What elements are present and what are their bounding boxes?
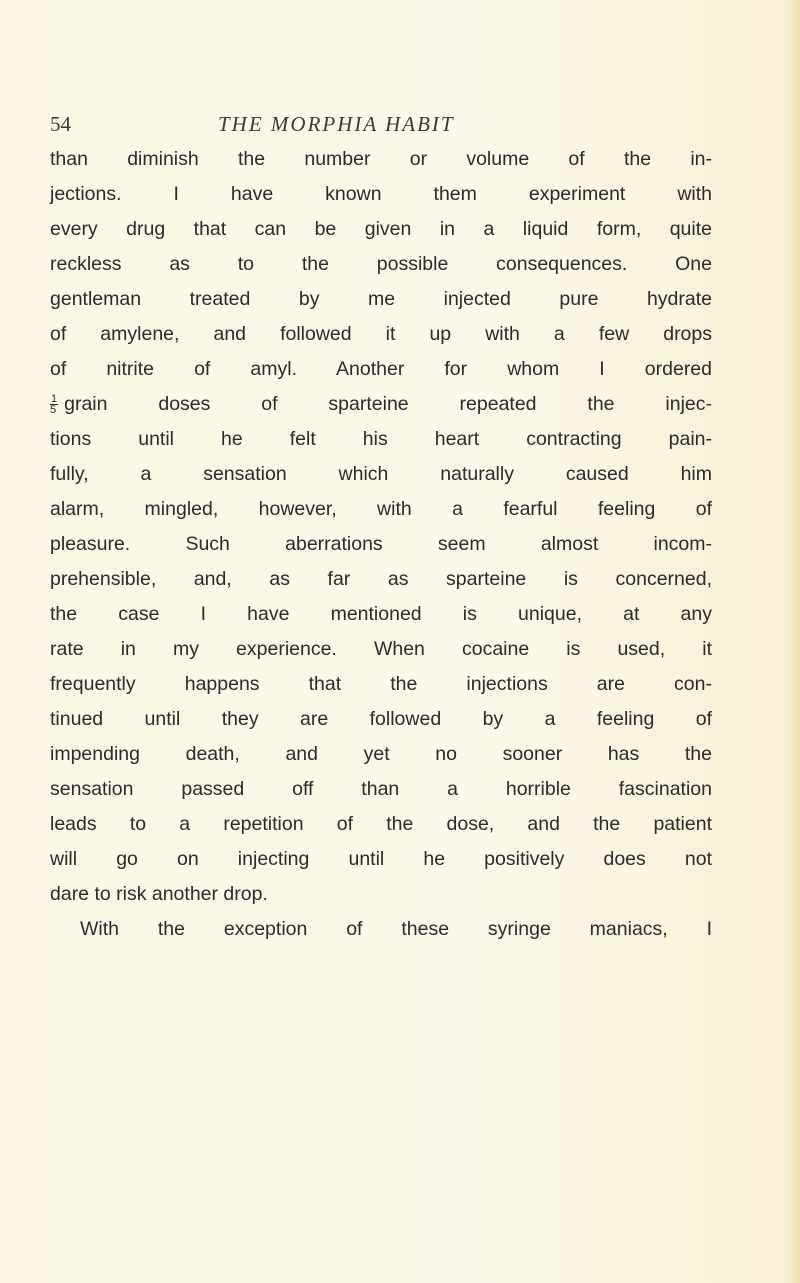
running-head: THE MORPHIA HABIT: [218, 112, 455, 136]
text-line-with-fraction: [50, 387, 712, 422]
text-line: will go on injecting until he positively does not: [50, 848, 712, 870]
text-line: alarm, mingled, however, with a fearful feeling of: [50, 498, 712, 520]
text-line: gentleman treated by me injected pure hydrate: [50, 288, 712, 310]
text-line: of nitrite of amyl. Another for whom I ordered: [50, 358, 712, 380]
text-line: of amylene, and followed it up with a few drops: [50, 323, 712, 345]
page-number: 54: [50, 112, 71, 136]
text-line: rate in my experience. When cocaine is used, it: [50, 638, 712, 660]
text-line: tions until he felt his heart contracting pain-: [50, 428, 712, 450]
page-header: [0, 112, 800, 142]
text-line: every drug that can be given in a liquid form, quite: [50, 218, 712, 240]
page-edge-shading: [786, 0, 800, 1283]
text-line-paragraph-start: With the exception of these syringe maniacs, I: [80, 918, 712, 940]
text-line-remainder: grain doses of sparteine repeated the injec-: [64, 393, 712, 415]
text-line: frequently happens that the injections are con-: [50, 673, 712, 695]
text-line: fully, a sensation which naturally caused him: [50, 463, 712, 485]
text-line: tinued until they are followed by a feeling of: [50, 708, 712, 730]
fraction-numerator: 1: [51, 393, 58, 406]
text-line: than diminish the number or volume of the in-: [50, 148, 712, 170]
text-line: impending death, and yet no sooner has the: [50, 743, 712, 765]
text-line: reckless as to the possible consequences. One: [50, 253, 712, 275]
fraction: [50, 394, 58, 415]
body-text: [50, 142, 712, 947]
text-line: pleasure. Such aberrations seem almost incom-: [50, 533, 712, 555]
text-line-paragraph-end: dare to risk another drop.: [50, 883, 268, 905]
text-line: the case I have mentioned is unique, at any: [50, 603, 712, 625]
text-line: jections. I have known them experiment with: [50, 183, 712, 205]
fraction-denominator: 5: [50, 404, 57, 417]
text-line: leads to a repetition of the dose, and the patient: [50, 813, 712, 835]
text-line: sensation passed off than a horrible fascination: [50, 778, 712, 800]
text-line: prehensible, and, as far as sparteine is concerned,: [50, 568, 712, 590]
